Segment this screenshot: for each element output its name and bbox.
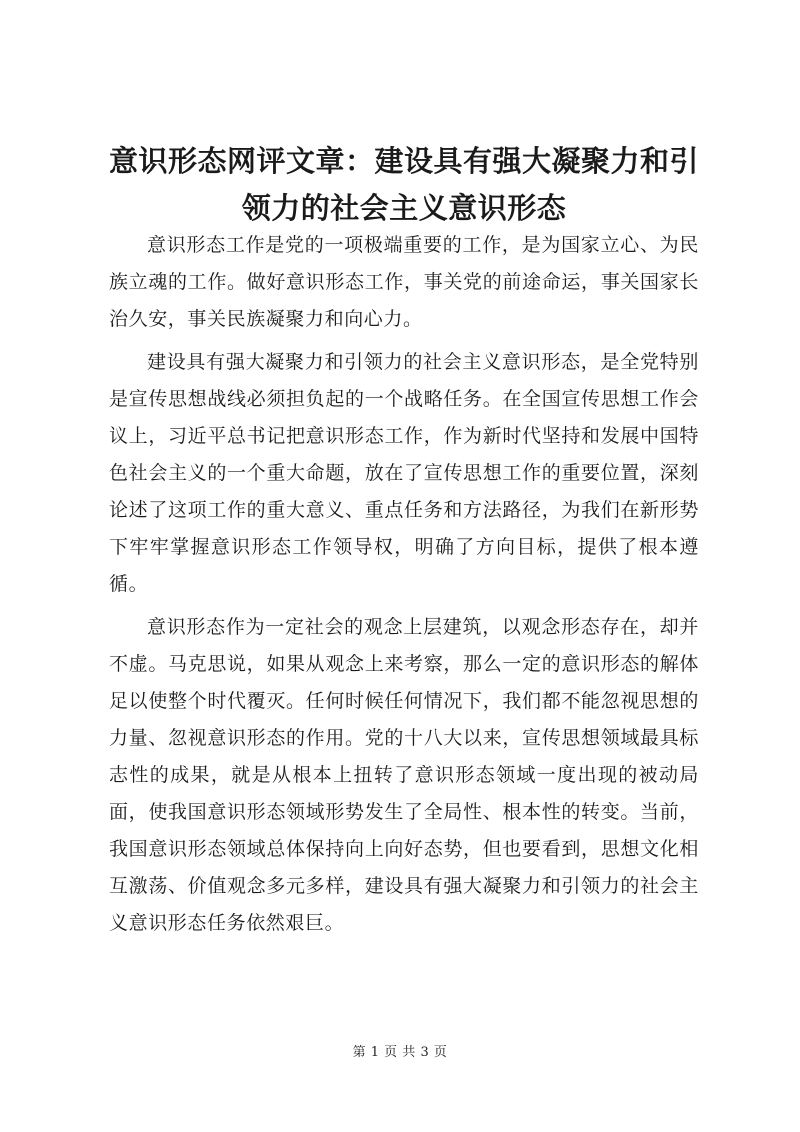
document-title: 意识形态网评文章：建设具有强大凝聚力和引领力的社会主义意识形态	[108, 144, 699, 225]
paragraph-2: 建设具有强大凝聚力和引领力的社会主义意识形态，是全党特别是宣传思想战线必须担负起的一个战略任务。在全国宣传思想工作会议上，习近平总书记把意识形态工作，作为新时代坚持和发展中国特色社会主义的一个重大命题，放在了宣传思想工作的重要位置，深刻论述了这项工作的重大意义、重点任务和方法路径，为我们在新形势下牢牢掌握意识形态工作领导权，明确了方向目标，提供了根本遵循。	[109, 351, 699, 595]
page-number-footer: 第 1 页 共 3 页	[352, 1045, 448, 1060]
document-body	[109, 227, 699, 948]
paragraph-3: 意识形态作为一定社会的观念上层建筑，以观念形态存在，却并不虚。马克思说，如果从观念上来考察，那么一定的意识形态的解体足以使整个时代覆灭。任何时候任何情况下，我们都不能忽视思想的力量、忽视意识形态的作用。党的十八大以来，宣传思想领域最具标志性的成果，就是从根本上扭转了意识形态领域一度出现的被动局面，使我国意识形态领域形势发生了全局性、根本性的转变。当前，我国意识形态领域总体保持向上向好态势，但也要看到，思想文化相互激荡、价值观念多元多样，建设具有强大凝聚力和引领力的社会主义意识形态任务依然艰巨。	[109, 616, 699, 934]
paragraph-1: 意识形态工作是党的一项极端重要的工作，是为国家立心、为民族立魂的工作。做好意识形态工作，事关党的前途命运，事关国家长治久安，事关民族凝聚力和向心力。	[109, 234, 699, 330]
